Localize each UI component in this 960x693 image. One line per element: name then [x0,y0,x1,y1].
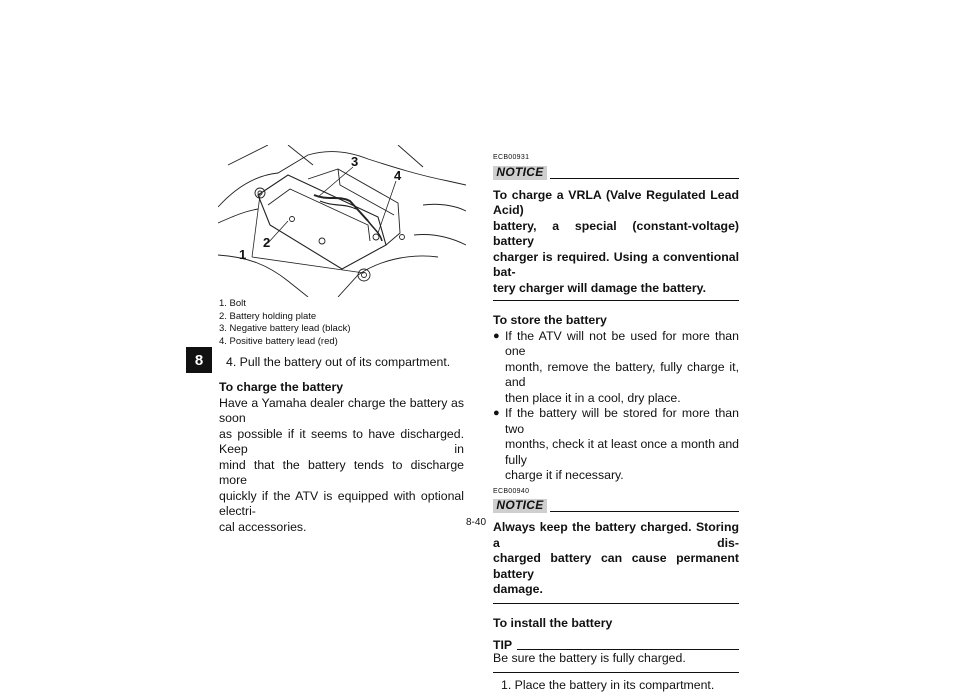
callout-1: 1 [239,247,246,262]
charge-line-1: Have a Yamaha dealer charge the battery as soon [219,396,464,427]
caption-bolt: 1. Bolt [219,298,469,311]
charge-heading: To charge the battery [219,380,464,396]
store-bullet-2-line-1: If the battery will be stored for more than two [505,406,739,437]
store-bullet-1-line-1: If the ATV will not be used for more than one [505,329,739,360]
install-heading: To install the battery [493,616,739,632]
tip-label: TIP [493,638,512,652]
battery-figure [218,145,466,297]
charge-line-3: mind that the battery tends to discharge more [219,458,464,489]
bullet-icon: ● [493,406,505,484]
callout-2: 2 [263,235,270,250]
tip-header [493,638,739,651]
notice2-label: NOTICE [493,499,547,513]
notice1-rule [550,178,739,179]
store-bullet-1-line-2: month, remove the battery, fully charge it, and [505,360,739,391]
charge-line-2: as possible if it seems to have discharged. Keep in [219,427,464,458]
tip-rule [517,649,739,650]
store-bullet-2 [493,406,739,484]
store-bullet-1-line-3: then place it in a cool, dry place. [505,391,739,407]
notice2-rule [550,511,739,512]
store-bullet-2-line-3: charge it if necessary. [505,468,739,484]
step-4 [226,355,471,371]
charge-section [219,380,464,535]
store-bullet-1 [493,329,739,407]
figure-captions [219,298,469,348]
notice2-code: ECB00940 [493,484,739,500]
chapter-tab: 8 [186,347,212,373]
notice1-line-4: tery charger will damage the battery. [493,281,739,297]
notice1-header [493,166,739,180]
callout-4: 4 [394,168,402,183]
notice2-line-2: charged battery can cause permanent battery [493,551,739,582]
notice2-header [493,499,739,513]
callout-3: 3 [351,154,358,169]
page-number: 8-40 [466,517,486,528]
caption-holding-plate: 2. Battery holding plate [219,311,469,324]
store-bullet-2-line-2: months, check it at least once a month and fully [505,437,739,468]
notice2-line-1: Always keep the battery charged. Storing a dis- [493,520,739,551]
notice1-line-1: To charge a VRLA (Valve Regulated Lead Acid) [493,188,739,219]
caption-positive-lead: 4. Positive battery lead (red) [219,336,469,349]
step-4-text: 4. Pull the battery out of its compartment. [226,355,471,371]
charge-line-4: quickly if the ATV is equipped with optional electri- [219,489,464,520]
notice1-label: NOTICE [493,166,547,180]
store-heading: To store the battery [493,313,739,329]
notice1-code: ECB00931 [493,150,739,166]
notice2-line-3: damage. [493,582,739,598]
tip-end-rule [493,672,739,673]
charge-line-5: cal accessories. [219,520,464,536]
notice2-end-rule [493,603,739,604]
notice1-end-rule [493,300,739,301]
right-column [493,150,739,693]
notice1-line-2: battery, a special (constant-voltage) battery [493,219,739,250]
bullet-icon: ● [493,329,505,407]
caption-negative-lead: 3. Negative battery lead (black) [219,323,469,336]
tip-text: Be sure the battery is fully charged. [493,651,739,667]
step-1: 1. Place the battery in its compartment. [493,678,739,693]
notice1-line-3: charger is required. Using a conventional bat- [493,250,739,281]
